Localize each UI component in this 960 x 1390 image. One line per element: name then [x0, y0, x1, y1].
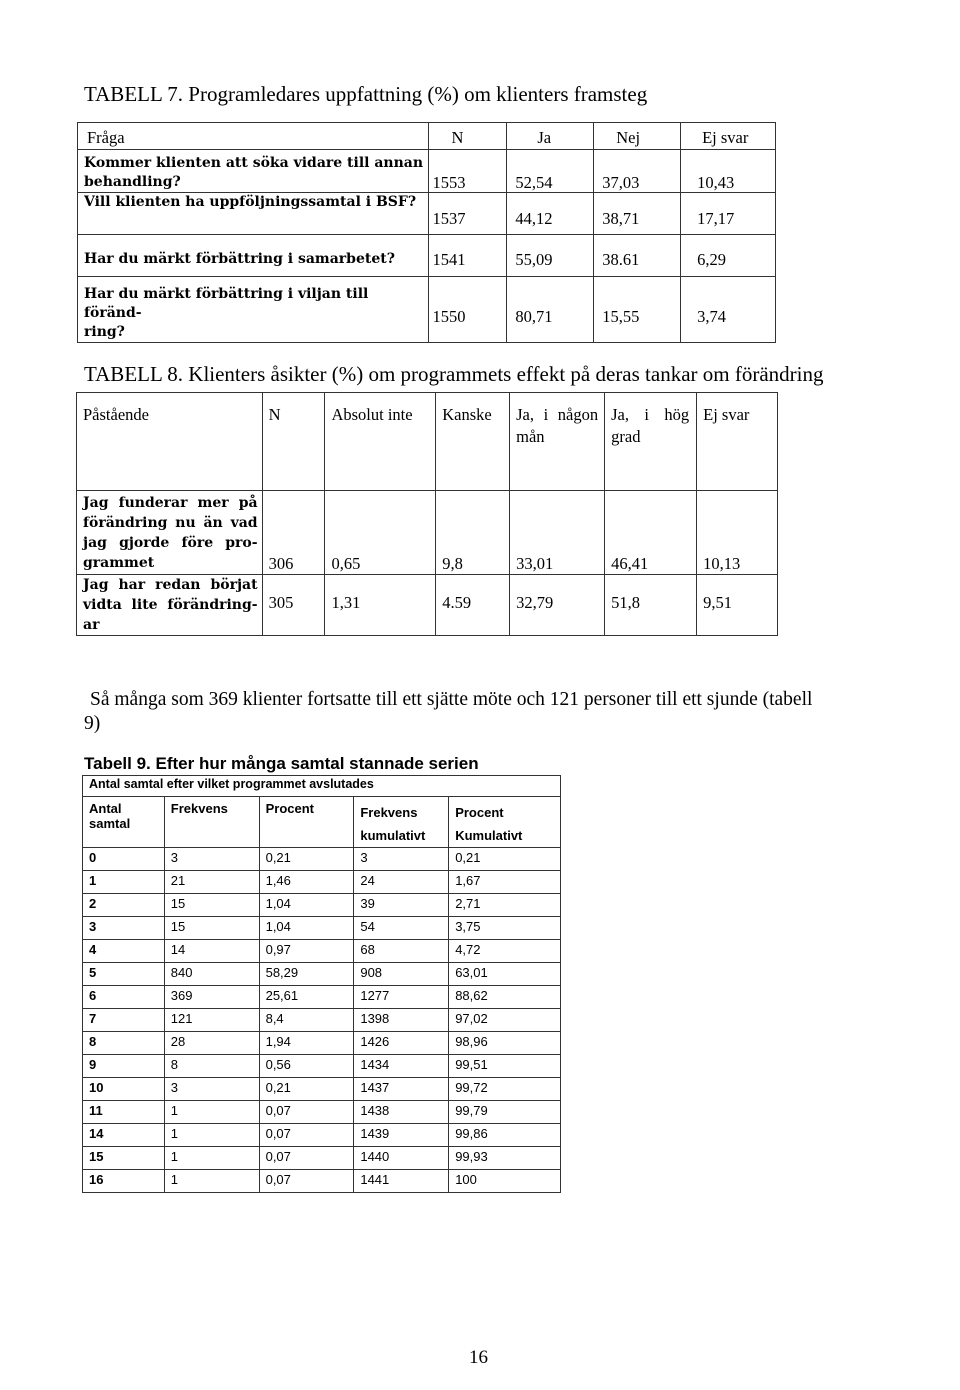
table-row [78, 235, 776, 277]
t9-cell-antal: 7 [83, 1009, 165, 1032]
t9-cell: 3 [164, 1078, 259, 1101]
t9-cell: 369 [164, 986, 259, 1009]
t9-cell: 1 [164, 1170, 259, 1193]
t9-cell: 1,67 [449, 871, 561, 894]
t7-cell-ja: 52,54 [507, 150, 594, 193]
table9 [82, 775, 561, 1193]
table-row [83, 917, 561, 940]
t8-header-word: Ja, [516, 405, 535, 424]
t7-cell-ja: 55,09 [507, 235, 594, 277]
table-row [83, 1032, 561, 1055]
table8 [76, 392, 778, 636]
t8-header-line [611, 405, 689, 425]
t9-cell: 99,79 [449, 1101, 561, 1124]
table-row [83, 1147, 561, 1170]
t9-cell: 1,04 [259, 894, 354, 917]
t9-cell: 1,04 [259, 917, 354, 940]
t9-cell-antal: 11 [83, 1101, 165, 1124]
t9-cell: 1398 [354, 1009, 449, 1032]
t7-question-line: ring? [84, 324, 125, 340]
paragraph-line: 9) [84, 713, 101, 734]
t7-question [78, 150, 429, 193]
t9-cell: 1439 [354, 1124, 449, 1147]
t9-cell-antal: 16 [83, 1170, 165, 1193]
t8-cell-absolut: 0,65 [325, 491, 436, 575]
t9-header-line: Frekvens [360, 805, 418, 820]
t9-cell: 25,61 [259, 986, 354, 1009]
t9-cell: 0,56 [259, 1055, 354, 1078]
t7-cell-ja: 80,71 [507, 277, 594, 343]
page-number: 16 [469, 1347, 488, 1368]
table-row [83, 963, 561, 986]
t9-cell: 15 [164, 894, 259, 917]
t9-cell-antal: 1 [83, 871, 165, 894]
t8-cell-kanske: 9,8 [436, 491, 510, 575]
t9-cell: 1 [164, 1101, 259, 1124]
t8-cell-ja-nagon: 33,01 [510, 491, 605, 575]
t7-header-fraga: Fråga [78, 123, 429, 150]
t9-cell: 15 [164, 917, 259, 940]
t9-cell: 0,07 [259, 1101, 354, 1124]
t9-cell-antal: 14 [83, 1124, 165, 1147]
t9-cell: 0,07 [259, 1170, 354, 1193]
t9-cell: 8,4 [259, 1009, 354, 1032]
t8-statement [77, 575, 263, 636]
t7-cell-n: 1550 [429, 277, 507, 343]
t9-cell: 97,02 [449, 1009, 561, 1032]
table9-header-row [83, 797, 561, 848]
t9-header-line: Kumulativt [455, 828, 523, 843]
t9-cell: 1 [164, 1124, 259, 1147]
t8-statement-line: jag gjorde före pro- [83, 535, 258, 551]
t7-question-line: Kommer klienten att söka vidare till annan [84, 155, 424, 171]
t7-cell-n: 1553 [429, 150, 507, 193]
t8-header-line [516, 405, 598, 425]
t8-header-word: i [644, 405, 649, 424]
t9-header-frekvens-kumulativt [354, 797, 449, 848]
table-row [83, 1101, 561, 1124]
t9-cell-antal: 10 [83, 1078, 165, 1101]
table9-title: Tabell 9. Efter hur många samtal stannade serien [84, 754, 479, 773]
t9-cell: 21 [164, 871, 259, 894]
t9-cell-antal: 9 [83, 1055, 165, 1078]
t9-cell: 99,86 [449, 1124, 561, 1147]
table-row [83, 986, 561, 1009]
table7 [77, 122, 776, 343]
t9-cell: 58,29 [259, 963, 354, 986]
t9-cell-antal: 4 [83, 940, 165, 963]
table-row [83, 1170, 561, 1193]
t9-cell: 1,46 [259, 871, 354, 894]
table7-header-row [78, 123, 776, 150]
t8-header-ej-svar: Ej svar [697, 393, 778, 491]
t8-statement-line: grammet [83, 555, 155, 571]
t9-cell-antal: 5 [83, 963, 165, 986]
table-row [83, 940, 561, 963]
table-row [78, 150, 776, 193]
t8-cell-kanske: 4.59 [436, 575, 510, 636]
t9-header-antal-samtal: Antal samtal [83, 797, 165, 848]
t9-cell: 1 [164, 1147, 259, 1170]
t9-cell-antal: 6 [83, 986, 165, 1009]
t8-cell-ej: 9,51 [697, 575, 778, 636]
t7-question: Har du märkt förbättring i samarbetet? [78, 235, 429, 277]
t9-cell: 68 [354, 940, 449, 963]
t7-cell-ja: 44,12 [507, 193, 594, 235]
table-row [83, 1055, 561, 1078]
t7-cell-n: 1537 [429, 193, 507, 235]
t9-cell: 0,21 [449, 848, 561, 871]
t8-header-word: Ja, [611, 405, 629, 424]
t9-cell: 0,97 [259, 940, 354, 963]
t8-cell-ja-nagon: 32,79 [510, 575, 605, 636]
t9-cell: 99,72 [449, 1078, 561, 1101]
t9-cell: 908 [354, 963, 449, 986]
t7-cell-ej: 17,17 [681, 193, 776, 235]
table-row [77, 491, 778, 575]
t7-cell-ej: 10,43 [681, 150, 776, 193]
t9-cell: 1440 [354, 1147, 449, 1170]
t8-header-word: mån [516, 427, 545, 446]
t8-header-word: hög [664, 405, 690, 424]
t9-header-line: kumulativt [360, 828, 426, 843]
t9-cell: 39 [354, 894, 449, 917]
t8-statement-line: ar [83, 617, 100, 633]
t9-cell: 0,21 [259, 1078, 354, 1101]
t7-cell-nej: 38,71 [594, 193, 681, 235]
t7-question-line: Har du märkt förbättring i viljan till föränd- [84, 286, 369, 321]
t9-cell: 24 [354, 871, 449, 894]
t9-cell-antal: 15 [83, 1147, 165, 1170]
table-row [77, 575, 778, 636]
t8-statement-line: vidta lite förändring- [83, 597, 258, 613]
t9-cell: 1437 [354, 1078, 449, 1101]
t7-header-n: N [429, 123, 507, 150]
t9-cell: 88,62 [449, 986, 561, 1009]
t9-cell: 0,21 [259, 848, 354, 871]
t8-cell-ja-hog: 46,41 [605, 491, 697, 575]
paragraph-line: Så många som 369 klienter fortsatte till ett sjätte möte och 121 personer till ett sjunde (tabell [90, 689, 813, 710]
table-row [83, 1078, 561, 1101]
t9-cell-antal: 8 [83, 1032, 165, 1055]
t8-statement-line: förändring nu än vad [83, 515, 258, 531]
t8-cell-ej: 10,13 [697, 491, 778, 575]
t9-cell: 1434 [354, 1055, 449, 1078]
body-paragraph [84, 688, 884, 736]
table8-header-row [77, 393, 778, 491]
t9-cell: 0,07 [259, 1147, 354, 1170]
table-row [83, 1009, 561, 1032]
t7-cell-nej: 38.61 [594, 235, 681, 277]
t9-cell-antal: 0 [83, 848, 165, 871]
t9-cell-antal: 3 [83, 917, 165, 940]
t9-cell: 28 [164, 1032, 259, 1055]
t9-cell: 0,07 [259, 1124, 354, 1147]
t8-statement [77, 491, 263, 575]
table-row [78, 277, 776, 343]
t9-cell-antal: 2 [83, 894, 165, 917]
table7-title: TABELL 7. Programledares uppfattning (%) om klienters framsteg [84, 82, 648, 106]
t8-header-word: i [543, 405, 549, 424]
t8-header-word: grad [611, 427, 641, 446]
t9-cell: 1438 [354, 1101, 449, 1124]
t9-cell: 2,71 [449, 894, 561, 917]
t7-header-nej: Nej [594, 123, 681, 150]
t9-cell: 3 [164, 848, 259, 871]
t9-cell: 3 [354, 848, 449, 871]
t7-cell-nej: 15,55 [594, 277, 681, 343]
t9-cell: 1426 [354, 1032, 449, 1055]
t9-cell: 121 [164, 1009, 259, 1032]
t8-header-kanske: Kanske [436, 393, 510, 491]
t9-cell: 99,51 [449, 1055, 561, 1078]
table8-title: TABELL 8. Klienters åsikter (%) om programmets effekt på deras tankar om förändring [84, 362, 824, 386]
t8-header-absolut-inte: Absolut inte [325, 393, 436, 491]
t9-cell: 100 [449, 1170, 561, 1193]
t9-cell: 14 [164, 940, 259, 963]
t9-header-line: Procent [455, 805, 504, 820]
table9-caption-row [83, 776, 561, 797]
t9-cell: 8 [164, 1055, 259, 1078]
t7-cell-ej: 3,74 [681, 277, 776, 343]
table-row [78, 193, 776, 235]
t7-question [78, 277, 429, 343]
t7-header-ej-svar: Ej svar [681, 123, 776, 150]
t7-question-line: behandling? [84, 174, 181, 190]
t9-header-frekvens: Frekvens [164, 797, 259, 848]
t9-cell: 1441 [354, 1170, 449, 1193]
t9-cell: 98,96 [449, 1032, 561, 1055]
t9-cell: 840 [164, 963, 259, 986]
t8-header-n: N [262, 393, 325, 491]
t8-header-word: någon [557, 405, 599, 424]
t8-header-pastaende: Påstående [77, 393, 263, 491]
t9-cell: 63,01 [449, 963, 561, 986]
t8-statement-line: Jag har redan börjat [83, 577, 258, 593]
table9-caption: Antal samtal efter vilket programmet avslutades [83, 776, 561, 797]
t9-header-procent: Procent [259, 797, 354, 848]
t8-cell-absolut: 1,31 [325, 575, 436, 636]
t8-cell-n: 305 [262, 575, 325, 636]
t8-header-ja-nagon-man [510, 393, 605, 491]
t9-header-procent-kumulativt [449, 797, 561, 848]
table-row [83, 894, 561, 917]
t9-cell: 54 [354, 917, 449, 940]
t7-question: Vill klienten ha uppföljningssamtal i BSF? [78, 193, 429, 235]
t7-cell-n: 1541 [429, 235, 507, 277]
table-row [83, 848, 561, 871]
t9-cell: 3,75 [449, 917, 561, 940]
t8-header-ja-hog-grad [605, 393, 697, 491]
table-row [83, 1124, 561, 1147]
t9-cell: 4,72 [449, 940, 561, 963]
t8-cell-ja-hog: 51,8 [605, 575, 697, 636]
t9-cell: 1,94 [259, 1032, 354, 1055]
t8-cell-n: 306 [262, 491, 325, 575]
t9-cell: 1277 [354, 986, 449, 1009]
table-row [83, 871, 561, 894]
t7-header-ja: Ja [507, 123, 594, 150]
t9-cell: 99,93 [449, 1147, 561, 1170]
t8-statement-line: Jag funderar mer på [83, 495, 258, 511]
table9-body [83, 848, 561, 1193]
t7-cell-ej: 6,29 [681, 235, 776, 277]
t7-cell-nej: 37,03 [594, 150, 681, 193]
